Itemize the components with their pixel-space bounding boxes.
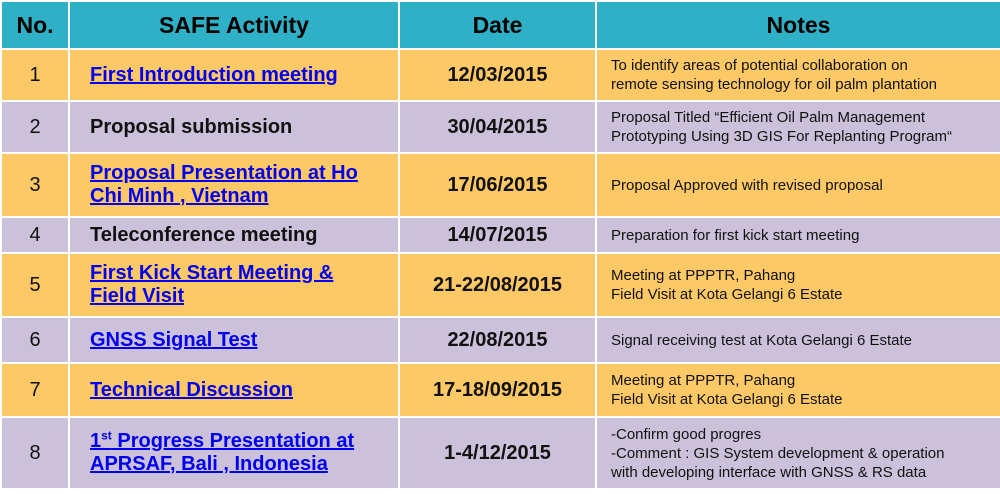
note-line: -Confirm good progres — [611, 425, 762, 443]
note-line: Preparation for first kick start meeting — [611, 226, 860, 244]
activity-link[interactable]: Technical Discussion — [90, 378, 294, 401]
header-notes: Notes — [596, 1, 1000, 49]
table-row — [1, 363, 1000, 417]
notes-cell — [596, 253, 1000, 317]
activity-text: Teleconference meeting — [90, 223, 318, 246]
activity-line: First Kick Start Meeting & — [90, 262, 334, 284]
notes-cell — [596, 153, 1000, 217]
table-row — [1, 417, 1000, 489]
activity-line: APRSAF, Bali , Indonesia — [90, 453, 328, 475]
note-line: with developing interface with GNSS & RS data — [611, 463, 927, 481]
note-line: Meeting at PPPTR, Pahang — [611, 267, 796, 284]
notes-cell — [596, 363, 1000, 417]
table-row — [1, 49, 1000, 101]
notes-cell — [596, 417, 1000, 489]
date-cell: 17/06/2015 — [399, 153, 596, 217]
notes-cell — [596, 49, 1000, 101]
activity-ordinal-number: 1 — [90, 430, 102, 452]
activity-cell — [69, 101, 399, 153]
header-no: No. — [1, 1, 69, 49]
note-line: remote sensing technology for oil palm plantation — [611, 76, 938, 93]
activity-cell — [69, 317, 399, 363]
date-cell: 14/07/2015 — [399, 217, 596, 253]
activity-text: Proposal submission — [90, 115, 293, 138]
notes-cell — [596, 101, 1000, 153]
activity-link[interactable] — [90, 262, 333, 307]
activity-cell — [69, 153, 399, 217]
date-cell: 21-22/08/2015 — [399, 253, 596, 317]
note-line: Meeting at PPPTR, Pahang — [611, 372, 796, 389]
row-number: 5 — [1, 253, 69, 317]
activity-cell — [69, 253, 399, 317]
row-number: 4 — [1, 217, 69, 253]
row-number: 1 — [1, 49, 69, 101]
header-activity: SAFE Activity — [69, 1, 399, 49]
activity-link[interactable]: First Introduction meeting — [90, 63, 338, 86]
notes-cell — [596, 317, 1000, 363]
activity-cell — [69, 417, 399, 489]
date-cell: 1-4/12/2015 — [399, 417, 596, 489]
header-date: Date — [399, 1, 596, 49]
activity-cell — [69, 363, 399, 417]
row-number: 8 — [1, 417, 69, 489]
activity-line: Chi Minh , Vietnam — [90, 185, 269, 207]
note-line: Field Visit at Kota Gelangi 6 Estate — [611, 391, 843, 408]
activity-cell — [69, 217, 399, 253]
note-line: Prototyping Using 3D GIS For Replanting Program“ — [611, 128, 952, 145]
activity-cell — [69, 49, 399, 101]
activity-line: Progress Presentation at — [111, 430, 355, 452]
date-cell: 17-18/09/2015 — [399, 363, 596, 417]
row-number: 7 — [1, 363, 69, 417]
row-number: 3 — [1, 153, 69, 217]
date-cell: 12/03/2015 — [399, 49, 596, 101]
note-line: To identify areas of potential collaboration on — [611, 57, 908, 74]
note-line: Proposal Approved with revised proposal — [611, 176, 883, 194]
activity-ordinal-suffix: st — [101, 428, 112, 443]
table-row — [1, 153, 1000, 217]
activity-link[interactable]: GNSS Signal Test — [90, 328, 258, 351]
table-row — [1, 101, 1000, 153]
row-number: 6 — [1, 317, 69, 363]
header-row — [1, 1, 1000, 49]
activity-line: Proposal Presentation at Ho — [90, 162, 358, 184]
row-number: 2 — [1, 101, 69, 153]
table-row — [1, 317, 1000, 363]
note-line: Field Visit at Kota Gelangi 6 Estate — [611, 286, 843, 303]
date-cell: 22/08/2015 — [399, 317, 596, 363]
notes-cell — [596, 217, 1000, 253]
activity-line: Field Visit — [90, 285, 185, 307]
table-row — [1, 217, 1000, 253]
note-line: Proposal Titled “Efficient Oil Palm Management — [611, 109, 926, 126]
activity-link[interactable] — [90, 430, 354, 475]
note-line: -Comment : GIS System development & operation — [611, 444, 945, 462]
activity-link[interactable] — [90, 162, 358, 207]
table-row — [1, 253, 1000, 317]
date-cell: 30/04/2015 — [399, 101, 596, 153]
note-line: Signal receiving test at Kota Gelangi 6 Estate — [611, 331, 913, 349]
